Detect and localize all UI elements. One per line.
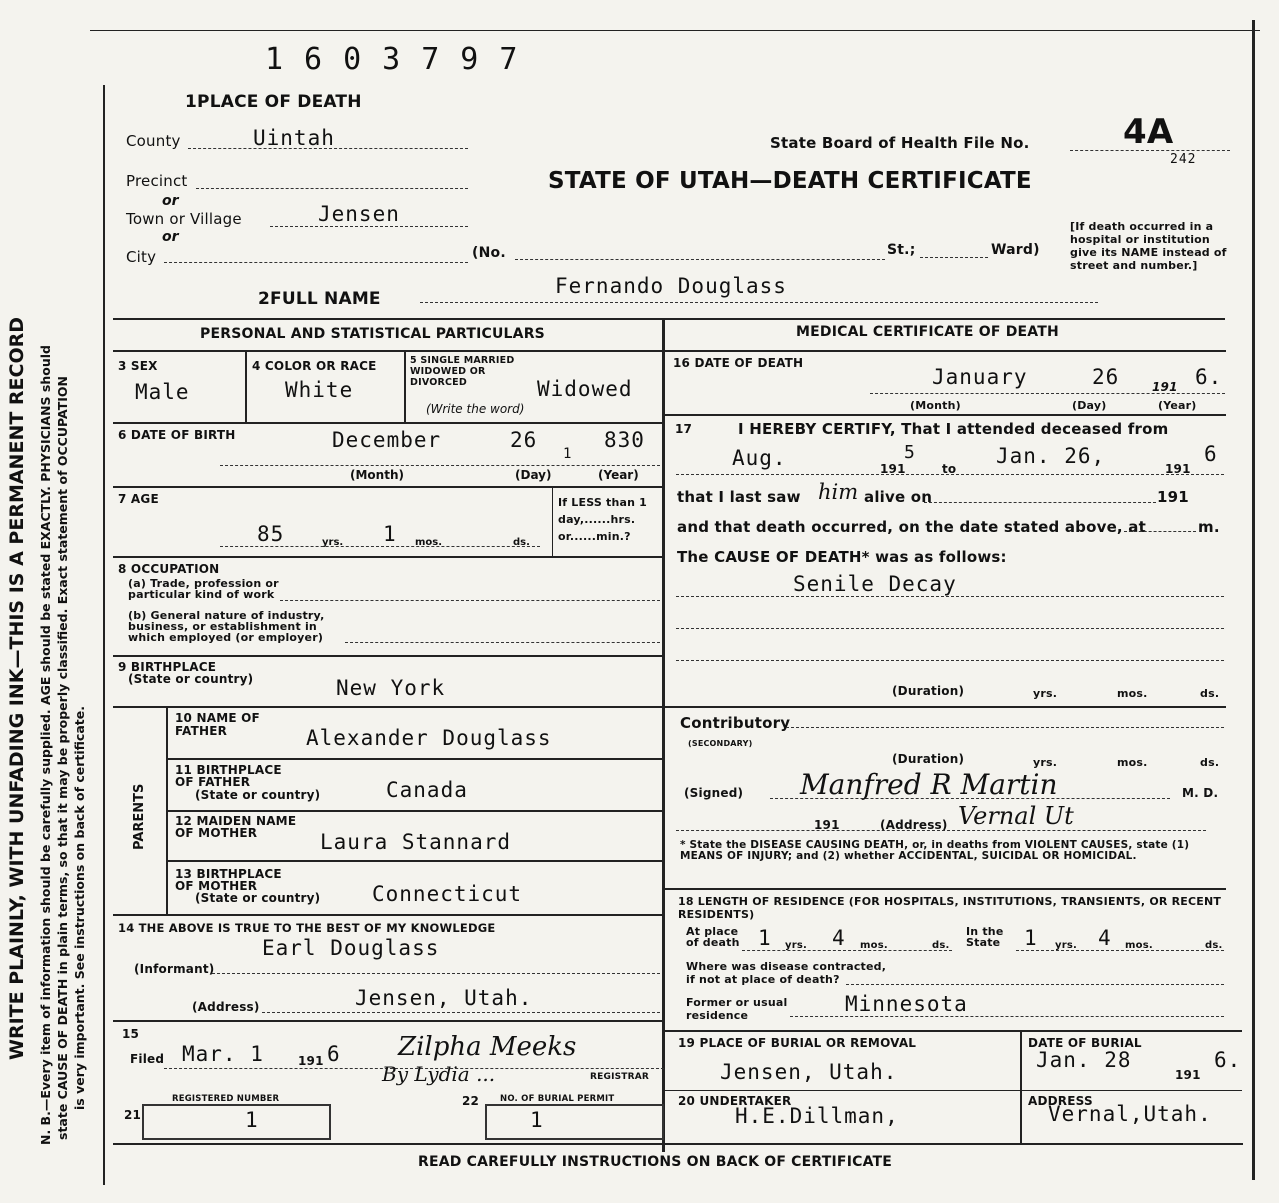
burial-place: Jensen, Utah.: [720, 1060, 898, 1084]
ward-label: Ward): [991, 242, 1040, 258]
father-value: Alexander Douglass: [306, 726, 552, 750]
file-no-value: 4A: [1123, 112, 1174, 152]
former-line: [790, 1016, 1224, 1017]
row-3-rule: [113, 556, 662, 558]
parents-label: PARENTS: [132, 783, 147, 850]
st-label: St.;: [887, 242, 916, 258]
age-ds-unit: ds.: [513, 537, 530, 548]
attend-line: [676, 474, 1224, 475]
state-mos-unit: mos.: [1125, 940, 1153, 951]
informant-heading: 14 THE ABOVE IS TRUE TO THE BEST OF MY KNOWLEDGE: [118, 921, 496, 935]
dod-label: 16 DATE OF DEATH: [673, 356, 804, 370]
sex-value: Male: [135, 380, 190, 404]
filed-num: 15: [122, 1027, 140, 1041]
margin-note-2: state CAUSE OF DEATH in plain terms, so that it may be properly classified. Exact statement of OCCUPATION: [55, 376, 70, 1140]
ward-line: [920, 257, 988, 258]
occupation-label: 8 OCCUPATION: [118, 562, 220, 576]
medical-heading: MEDICAL CERTIFICATE OF DEATH: [796, 324, 1059, 340]
father-bp-label: 11 BIRTHPLACE OF FATHER: [175, 763, 282, 789]
mother-rule: [166, 860, 662, 862]
row-2-rule: [113, 486, 662, 488]
race-label: 4 COLOR OR RACE: [252, 359, 377, 373]
signed-label: (Signed): [684, 786, 744, 800]
signed-address: Vernal Ut: [958, 802, 1074, 830]
informant-address-label: (Address): [192, 1000, 260, 1014]
attend-from-prefix: 191: [880, 462, 906, 476]
at-place-label: At place of death: [686, 925, 740, 949]
place-line: [742, 950, 952, 951]
dod-day: 26: [1092, 365, 1120, 389]
dod-month-caption: (Month): [910, 399, 961, 412]
last-saw-text: that I last saw: [677, 488, 801, 506]
burial-date: Jan. 28: [1036, 1048, 1132, 1072]
age-label: 7 AGE: [118, 492, 159, 506]
duration-ds-1: ds.: [1200, 687, 1220, 700]
dob-line: [220, 465, 660, 466]
race-value: White: [285, 378, 354, 402]
father-bp-sub: (State or country): [195, 788, 321, 802]
dod-rule: [664, 414, 1226, 416]
birthplace-value: New York: [336, 676, 446, 700]
filed-label: Filed: [130, 1052, 165, 1066]
top-edge: [90, 30, 1260, 31]
place-mos: 4: [832, 926, 846, 950]
last-saw-him: him: [818, 480, 859, 504]
state-yrs: 1: [1024, 926, 1038, 950]
dob-year-prefix: 1: [563, 446, 573, 462]
father-bp-value: Canada: [386, 778, 468, 802]
contributory-line: [786, 727, 1224, 728]
reg-num-value: 1: [245, 1108, 259, 1132]
grid-divider: [662, 320, 665, 1152]
file-no-label: State Board of Health File No.: [770, 134, 1030, 152]
md-label: M. D.: [1182, 786, 1219, 800]
hospital-note: [If death occurred in a hospital or institution give its NAME instead of street and number.]: [1070, 220, 1227, 272]
occupation-a: (a) Trade, profession or particular kind of work: [128, 577, 279, 601]
contracted-label: Where was disease contracted, if not at place of death?: [686, 960, 887, 986]
age-yrs-unit: yrs.: [322, 537, 344, 548]
margin-note-1: N. B.—Every item of information should be carefully supplied. AGE should be stated EXACTLY. PHYSICIANS should: [38, 345, 53, 1145]
burial-rule: [664, 1090, 1242, 1091]
occurred-line: [1124, 531, 1196, 532]
margin-main-instruction: WRITE PLAINLY, WITH UNFADING INK—THIS IS A PERMANENT RECORD: [6, 316, 28, 1060]
signed-line: [770, 798, 1170, 799]
informant-name: Earl Douglass: [262, 936, 440, 960]
informant-address: Jensen, Utah.: [355, 986, 533, 1010]
occupation-b: (b) General nature of industry, business, or establishment in which employed (or employer): [128, 609, 325, 644]
residence-rule: [664, 1030, 1242, 1032]
attend-from-date: Aug.: [732, 446, 787, 470]
occupation-b-line: [345, 642, 660, 643]
state-line: [1016, 950, 1224, 951]
birthplace-sub: (State or country): [128, 672, 254, 686]
precinct-label: Precinct: [126, 172, 188, 190]
or-1: or: [162, 193, 179, 209]
state-ds-unit: ds.: [1205, 940, 1223, 951]
dod-line: [870, 393, 1225, 394]
town-label: Town or Village: [126, 210, 242, 228]
row-1-rule: [113, 422, 662, 424]
informant-label: (Informant): [134, 962, 215, 976]
race-divider: [404, 352, 406, 422]
undertaker-address-label: ADDRESS: [1028, 1094, 1093, 1108]
certify-num: 17: [675, 422, 693, 436]
city-label: City: [126, 248, 157, 266]
dob-day-caption: (Day): [515, 468, 552, 482]
parents-bottom-rule: [113, 914, 662, 916]
row-5-rule: [113, 706, 662, 708]
town-value: Jensen: [318, 202, 400, 226]
father-label: 10 NAME OF FATHER: [175, 711, 260, 738]
undertaker-label: 20 UNDERTAKER: [678, 1094, 792, 1108]
registrar-signature: Zilpha Meeks: [398, 1032, 577, 1062]
marital-note: (Write the word): [426, 402, 525, 416]
occurred-text: and that death occurred, on the date stated above, at: [677, 518, 1146, 536]
occupation-a-line: [280, 600, 660, 601]
informant-line: [212, 973, 660, 974]
document-title: STATE OF UTAH—DEATH CERTIFICATE: [548, 168, 1032, 194]
serial-number: 1603797: [265, 42, 539, 77]
precinct-line: [196, 188, 468, 189]
undertaker-address: Vernal,Utah.: [1048, 1102, 1212, 1126]
marital-value: Widowed: [537, 377, 633, 401]
full-name-line: [420, 302, 1098, 303]
grid-bottom: [113, 1143, 1243, 1145]
place-yrs: 1: [758, 926, 772, 950]
signed-year: 191: [814, 818, 840, 832]
mother-bp-value: Connecticut: [372, 882, 523, 906]
full-name-label: 2FULL NAME: [258, 289, 381, 309]
cause-value: Senile Decay: [793, 572, 957, 596]
attend-to-date: Jan. 26,: [996, 444, 1106, 468]
cause-line-1: [676, 596, 1224, 597]
burial-year: 6.: [1214, 1048, 1242, 1072]
attend-to: to: [942, 462, 957, 476]
cause-rule: [664, 706, 1226, 708]
county-value: Uintah: [253, 126, 335, 150]
right-border: [1252, 20, 1255, 1180]
margin-note-3: is very important. See instructions on back of certificate.: [72, 706, 87, 1110]
dob-year-caption: (Year): [598, 468, 639, 482]
footer-instruction: READ CAREFULLY INSTRUCTIONS ON BACK OF CERTIFICATE: [418, 1154, 893, 1170]
mother-bp-label: 13 BIRTHPLACE OF MOTHER: [175, 867, 282, 893]
dob-label: 6 DATE OF BIRTH: [118, 428, 236, 442]
sex-divider: [245, 352, 247, 422]
state-mos: 4: [1098, 926, 1112, 950]
duration-label-2: (Duration): [892, 752, 965, 766]
town-line: [270, 226, 468, 227]
street-line: [515, 259, 885, 260]
duration-yrs-2: yrs.: [1033, 756, 1058, 769]
duration-yrs-1: yrs.: [1033, 687, 1058, 700]
residence-label: 18 LENGTH OF RESIDENCE (FOR HOSPITALS, INSTITUTIONS, TRANSIENTS, OR RECENT RESIDENTS): [678, 895, 1222, 921]
county-label: County: [126, 132, 181, 150]
duration-ds-2: ds.: [1200, 756, 1220, 769]
signed-address-line: [676, 830, 1206, 831]
place-of-death-label: 1PLACE OF DEATH: [185, 92, 362, 112]
mother-value: Laura Stannard: [320, 830, 512, 854]
or-2: or: [162, 229, 179, 245]
birthplace-label: 9 BIRTHPLACE: [118, 660, 217, 674]
father-bp-rule: [166, 810, 662, 812]
father-rule: [166, 758, 662, 760]
field-22: 22: [462, 1094, 480, 1108]
undertaker-value: H.E.Dillman,: [735, 1104, 899, 1128]
registrar-by: By Lydia ...: [382, 1062, 496, 1086]
permit-box: [485, 1104, 664, 1140]
contracted-line: [846, 984, 1224, 985]
informant-address-line: [262, 1012, 660, 1013]
permit-value: 1: [530, 1108, 544, 1132]
alive-on-text: alive on: [864, 488, 933, 506]
reg-num-label: REGISTERED NUMBER: [172, 1094, 280, 1104]
former-label: Former or usual residence: [686, 996, 788, 1022]
age-line: [220, 546, 540, 547]
medical-heading-rule: [664, 350, 1226, 352]
dob-month-caption: (Month): [350, 468, 404, 482]
grid-top: [113, 318, 1225, 320]
permit-label: NO. OF BURIAL PERMIT: [500, 1094, 615, 1104]
signed-address-label: (Address): [880, 818, 948, 832]
dod-year: 6.: [1195, 365, 1223, 389]
sex-label: 3 SEX: [118, 359, 158, 373]
cause-text: The CAUSE OF DEATH* was as follows:: [677, 548, 1007, 566]
dob-day: 26: [510, 428, 538, 452]
dod-month: January: [932, 365, 1028, 389]
contributory-label: Contributory: [680, 714, 791, 732]
age-months: 1: [383, 522, 397, 546]
personal-heading: PERSONAL AND STATISTICAL PARTICULARS: [200, 326, 545, 342]
physician-signature: Manfred R Martin: [800, 768, 1058, 801]
attend-to-prefix: 191: [1165, 462, 1191, 476]
left-border: [103, 85, 105, 1185]
dod-year-caption: (Year): [1158, 399, 1197, 412]
footnote-rule: [664, 888, 1226, 890]
burial-place-label: 19 PLACE OF BURIAL OR REMOVAL: [678, 1036, 917, 1050]
duration-label-1: (Duration): [892, 684, 965, 698]
personal-heading-rule: [113, 350, 662, 352]
full-name-value: Fernando Douglass: [555, 274, 787, 298]
certify-text: I HEREBY CERTIFY, That I attended deceased from: [738, 420, 1169, 438]
marital-label: 5 SINGLE MARRIED WIDOWED OR DIVORCED: [410, 355, 515, 388]
alive-on-line: [924, 502, 1156, 503]
row-4-rule: [113, 655, 662, 657]
burial-year-prefix: 191: [1175, 1068, 1201, 1082]
attend-to-year: 6: [1204, 442, 1218, 466]
mother-bp-sub: (State or country): [195, 891, 321, 905]
reg-num-box: [142, 1104, 331, 1140]
place-yrs-unit: yrs.: [785, 940, 808, 951]
dob-year: 830: [604, 428, 645, 452]
cause-line-2: [676, 628, 1224, 629]
duration-mos-1: mos.: [1117, 687, 1148, 700]
city-line: [164, 262, 468, 263]
age-years: 85: [257, 522, 285, 546]
age-mos-unit: mos.: [415, 537, 443, 548]
informant-rule: [113, 1020, 662, 1022]
mother-label: 12 MAIDEN NAME OF MOTHER: [175, 814, 297, 840]
place-mos-unit: mos.: [860, 940, 888, 951]
registrar-label: REGISTRAR: [590, 1072, 650, 1082]
duration-mos-2: mos.: [1117, 756, 1148, 769]
field-21: 21: [124, 1108, 142, 1122]
filed-year: 6: [327, 1042, 341, 1066]
burial-date-label: DATE OF BURIAL: [1028, 1036, 1142, 1050]
place-ds-unit: ds.: [932, 940, 950, 951]
medical-footnote: * State the DISEASE CAUSING DEATH, or, in deaths from VIOLENT CAUSES, state (1) MEANS OF INJURY; and (2) whether ACCIDENTAL, SUICIDAL OR HOMICIDAL.: [680, 839, 1190, 862]
attend-from-year: 5: [904, 442, 916, 463]
filed-year-prefix: 191: [298, 1054, 324, 1068]
contributory-secondary: (SECONDARY): [688, 739, 753, 748]
dob-month: December: [332, 428, 442, 452]
burial-divider: [1020, 1032, 1022, 1144]
dod-year-prefix: 191: [1152, 380, 1178, 394]
occurred-m: m.: [1198, 518, 1220, 536]
cause-line-3: [676, 660, 1224, 661]
file-no-sub: 242: [1170, 152, 1197, 167]
alive-on-year: 191: [1157, 488, 1189, 506]
state-yrs-unit: yrs.: [1055, 940, 1078, 951]
state-label: In the State: [966, 925, 1004, 949]
age-less-than: If LESS than 1 day,......hrs. or......min.?: [558, 496, 648, 543]
age-divider: [552, 488, 553, 558]
dod-day-caption: (Day): [1072, 399, 1107, 412]
filed-date: Mar. 1: [182, 1042, 264, 1066]
former-value: Minnesota: [845, 992, 968, 1016]
no-label: (No.: [472, 245, 506, 261]
